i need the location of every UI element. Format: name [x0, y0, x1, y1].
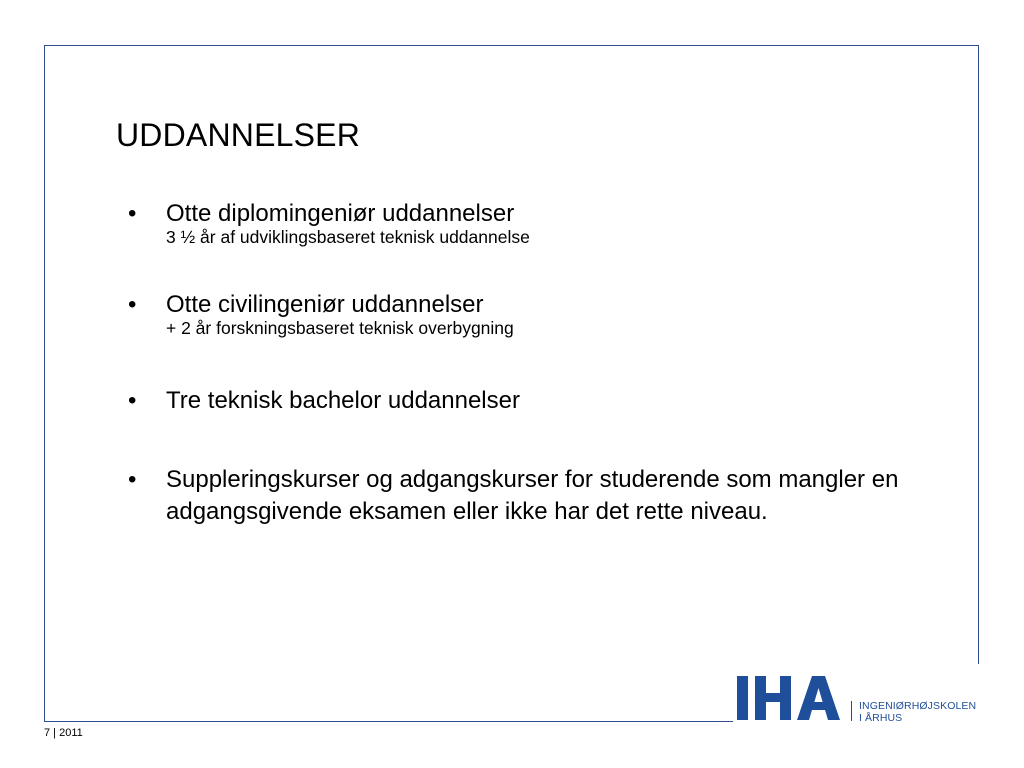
bullet-item-suppleringskurser: [124, 464, 904, 528]
slide-title: UDDANNELSER: [116, 117, 361, 153]
iha-logo: [737, 674, 987, 724]
bullet-list: [124, 198, 904, 528]
logo-line-1: INGENIØRHØJSKOLEN: [859, 700, 977, 712]
bullet-marker: •: [128, 200, 137, 227]
footer-page-label: 7 | 2011: [44, 727, 83, 739]
bullet-marker: •: [128, 291, 137, 318]
logo-line-2: I ÅRHUS: [859, 712, 903, 724]
bullet-marker: •: [128, 387, 137, 414]
bullet-main-text: Otte civilingeniør uddannelser: [166, 291, 484, 318]
bullet-marker: •: [128, 466, 137, 493]
bullet-item-civilingenior: [124, 289, 904, 338]
bullet-sub-text: 3 ½ år af udviklingsbaseret teknisk uddannelse: [166, 227, 530, 247]
bullet-item-bachelor: [124, 385, 904, 417]
iha-logo-mark: [737, 674, 847, 724]
logo-divider: [851, 701, 852, 721]
bullet-main-text: Tre teknisk bachelor uddannelser: [166, 387, 520, 414]
bullet-main-text: Suppleringskurser og adgangskurser for studerende som mangler en adgangsgivende eksamen eller ikke har det rette niveau.: [166, 466, 899, 525]
bullet-item-diplomingenior: [124, 198, 904, 247]
bullet-main-text: Otte diplomingeniør uddannelser: [166, 200, 515, 227]
bullet-sub-text: + 2 år forskningsbaseret teknisk overbygning: [166, 318, 514, 338]
logo-text: [859, 700, 976, 724]
